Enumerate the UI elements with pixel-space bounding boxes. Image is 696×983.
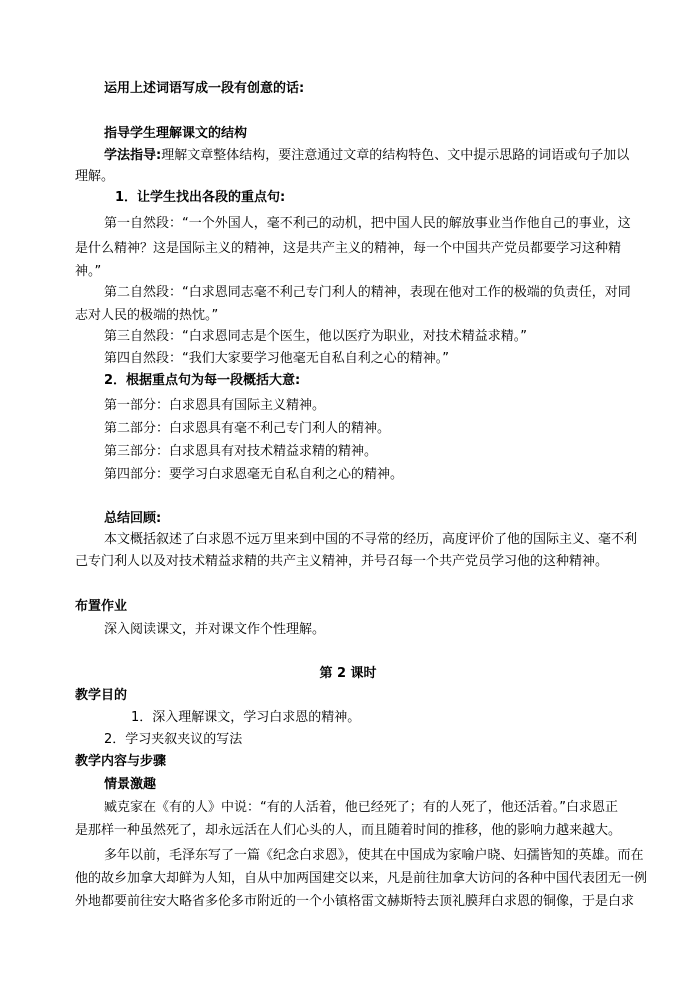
- method-label: 学法指导:: [104, 148, 162, 163]
- method-text: 理解文章整体结构，要注意通过文章的结构特色、文中提示思路的词语或句子加以: [161, 148, 630, 163]
- summary-line1: 本文概括叙述了白求恩不远万里来到中国的不寻常的经历，高度评价了他的国际主义、毫不利: [104, 532, 638, 547]
- part3: 第三部分：白求恩具有对技术精益求精的精神。: [104, 444, 378, 459]
- structure-heading: 指导学生理解课文的结构: [104, 126, 248, 141]
- lesson2-title: 第 2 课时: [319, 666, 377, 681]
- para-line2: 他的故乡加拿大却鲜为人知，自从中加两国建交以来，凡是前往加拿大访问的各种中国代表团无一例: [75, 871, 648, 886]
- method-line-2: 理解。: [75, 169, 115, 184]
- step1-title: 1．让学生找出各段的重点句:: [115, 190, 286, 205]
- para2-line1: 第二自然段：“白求恩同志毫不利己专门利人的精神，表现在他对工作的极端的负责任，对同: [104, 285, 631, 300]
- content-heading: 教学内容与步骤: [75, 754, 167, 769]
- homework-text: 深入阅读课文，并对课文作个性理解。: [104, 622, 326, 637]
- goal2: 2．学习夹叙夹议的写法: [104, 732, 243, 747]
- para1-line1: 第一自然段：“一个外国人，毫不利己的动机，把中国人民的解放事业当作他自己的事业，这: [104, 216, 631, 231]
- method-line-1: [104, 147, 629, 164]
- summary-heading: 总结回顾:: [104, 511, 162, 526]
- writing-instruction: 运用上述词语写成一段有创意的话:: [104, 81, 305, 96]
- goals-heading: 教学目的: [75, 688, 128, 703]
- para-line3: 外地都要前往安大略省多伦多市附近的一个小镇格雷文赫斯特去顶礼膜拜白求恩的铜像，于是白求: [75, 894, 635, 909]
- homework-heading: 布置作业: [75, 599, 128, 614]
- para1-line3: 神。”: [75, 264, 102, 279]
- part4: 第四部分：要学习白求恩毫无自私自利之心的精神。: [104, 467, 404, 482]
- intro-heading: 情景激趣: [104, 777, 157, 792]
- step2-title: 2．根据重点句为每一段概括大意:: [104, 373, 301, 388]
- para4: 第四自然段：“我们大家要学习他毫无自私自利之心的精神。”: [104, 351, 449, 366]
- para2-line2: 志对人民的极端的热忱。”: [75, 308, 219, 323]
- intro-line1: 臧克家在《有的人》中说：“有的人活着，他已经死了；有的人死了，他还活着。”白求恩正: [104, 800, 618, 815]
- para3: 第三自然段：“白求恩同志是个医生，他以医疗为职业，对技术精益求精。”: [104, 329, 527, 344]
- summary-line2: 己专门利人以及对技术精益求精的共产主义精神，并号召每一个共产党员学习他的这种精神。: [75, 554, 609, 569]
- part1: 第一部分：白求恩具有国际主义精神。: [104, 398, 326, 413]
- part2: 第二部分：白求恩具有毫不利己专门利人的精神。: [104, 421, 391, 436]
- para-line1: 多年以前，毛泽东写了一篇《纪念白求恩》，使其在中国成为家喻户晓、妇孺皆知的英雄。而在: [104, 848, 644, 863]
- para1-line2: 是什么精神？这是国际主义的精神，这是共产主义的精神，每一个中国共产党员都要学习这种精: [75, 241, 622, 256]
- goal1: 1．深入理解课文，学习白求恩的精神。: [131, 710, 361, 725]
- intro-line2: 是那样一种虽然死了，却永远活在人们心头的人，而且随着时间的推移，他的影响力越来越大。: [75, 823, 622, 838]
